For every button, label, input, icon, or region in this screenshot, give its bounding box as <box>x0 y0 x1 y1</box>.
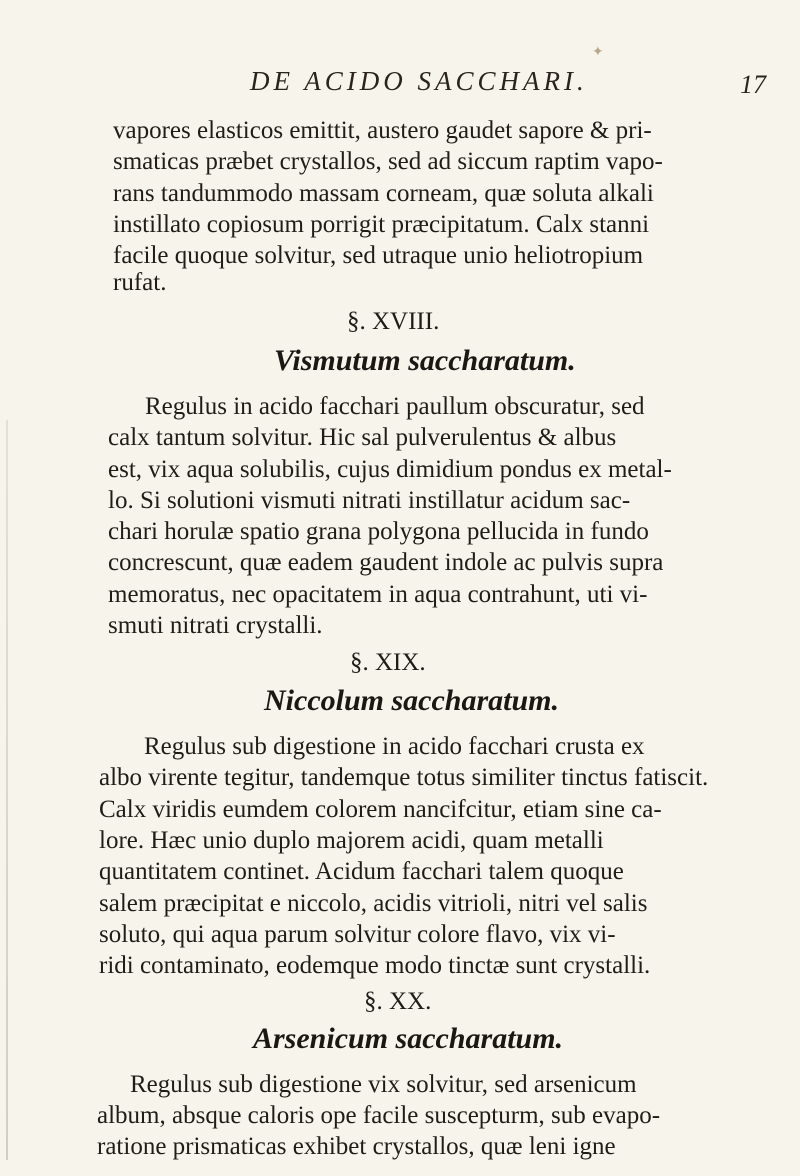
running-title: DE ACIDO SACCHARI. <box>250 66 588 96</box>
section-number: §. XX. <box>364 988 432 1015</box>
section-title: Niccolum saccharatum. <box>264 684 560 717</box>
section-number: §. XIX. <box>350 649 426 676</box>
text-line: calx tantum solvitur. Hic sal pulverulentus & albus <box>108 424 617 451</box>
section-title: Vismutum saccharatum. <box>274 344 576 377</box>
text-line: Calx viridis eumdem colorem nancifcitur, etiam sine ca- <box>99 796 662 823</box>
text-line: concrescunt, quæ eadem gaudent indole ac pulvis supra <box>108 549 664 576</box>
text-line: Regulus sub digestione vix solvitur, sed arsenicum <box>130 1071 637 1098</box>
text-line: lore. Hæc unio duplo majorem acidi, quam metalli <box>99 827 604 854</box>
text-line: Regulus in acido facchari paullum obscuratur, sed <box>145 393 645 420</box>
text-line: instillato copiosum porrigit præcipitatum. Calx stanni <box>113 211 650 238</box>
text-line: smaticas præbet crystallos, sed ad siccum raptim vapo- <box>113 148 663 175</box>
decorative-mark: ✦ <box>592 44 604 60</box>
text-line: est, vix aqua solubilis, cujus dimidium pondus ex metal- <box>108 456 672 483</box>
text-line: ridi contaminato, eodemque modo tinctæ sunt crystalli. <box>99 952 651 979</box>
section-number: §. XVIII. <box>347 308 440 335</box>
text-line: ratione prismaticas exhibet crystallos, quæ leni igne <box>97 1133 616 1160</box>
page-number: 17 <box>740 70 766 99</box>
text-line: smuti nitrati crystalli. <box>108 612 323 639</box>
text-line: albo virente tegitur, tandemque totus similiter tinctus fatiscit. <box>99 764 709 791</box>
text-line: memoratus, nec opacitatem in aqua contrahunt, uti vi- <box>108 581 648 608</box>
text-line: rufat. <box>113 269 167 296</box>
section-title: Arsenicum saccharatum. <box>253 1022 564 1055</box>
text-line: quantitatem continet. Acidum facchari talem quoque <box>99 858 624 885</box>
text-line: soluto, qui aqua parum solvitur colore flavo, vix vi- <box>99 921 616 948</box>
text-line: vapores elasticos emittit, austero gaudet sapore & pri- <box>113 117 652 144</box>
text-line: salem præcipitat e niccolo, acidis vitrioli, nitri vel salis <box>99 890 648 917</box>
text-line: Regulus sub digestione in acido facchari crusta ex <box>144 733 645 760</box>
text-line: facile quoque solvitur, sed utraque unio heliotropium <box>113 242 644 269</box>
text-line: chari horulæ spatio grana polygona pellucida in fundo <box>108 518 649 545</box>
text-line: rans tandummodo massam corneam, quæ soluta alkali <box>113 180 654 207</box>
text-line: lo. Si solutioni vismuti nitrati instillatur acidum sac- <box>108 487 631 514</box>
text-line: album, absque caloris ope facile suscepturm, sub evapo- <box>97 1102 661 1129</box>
